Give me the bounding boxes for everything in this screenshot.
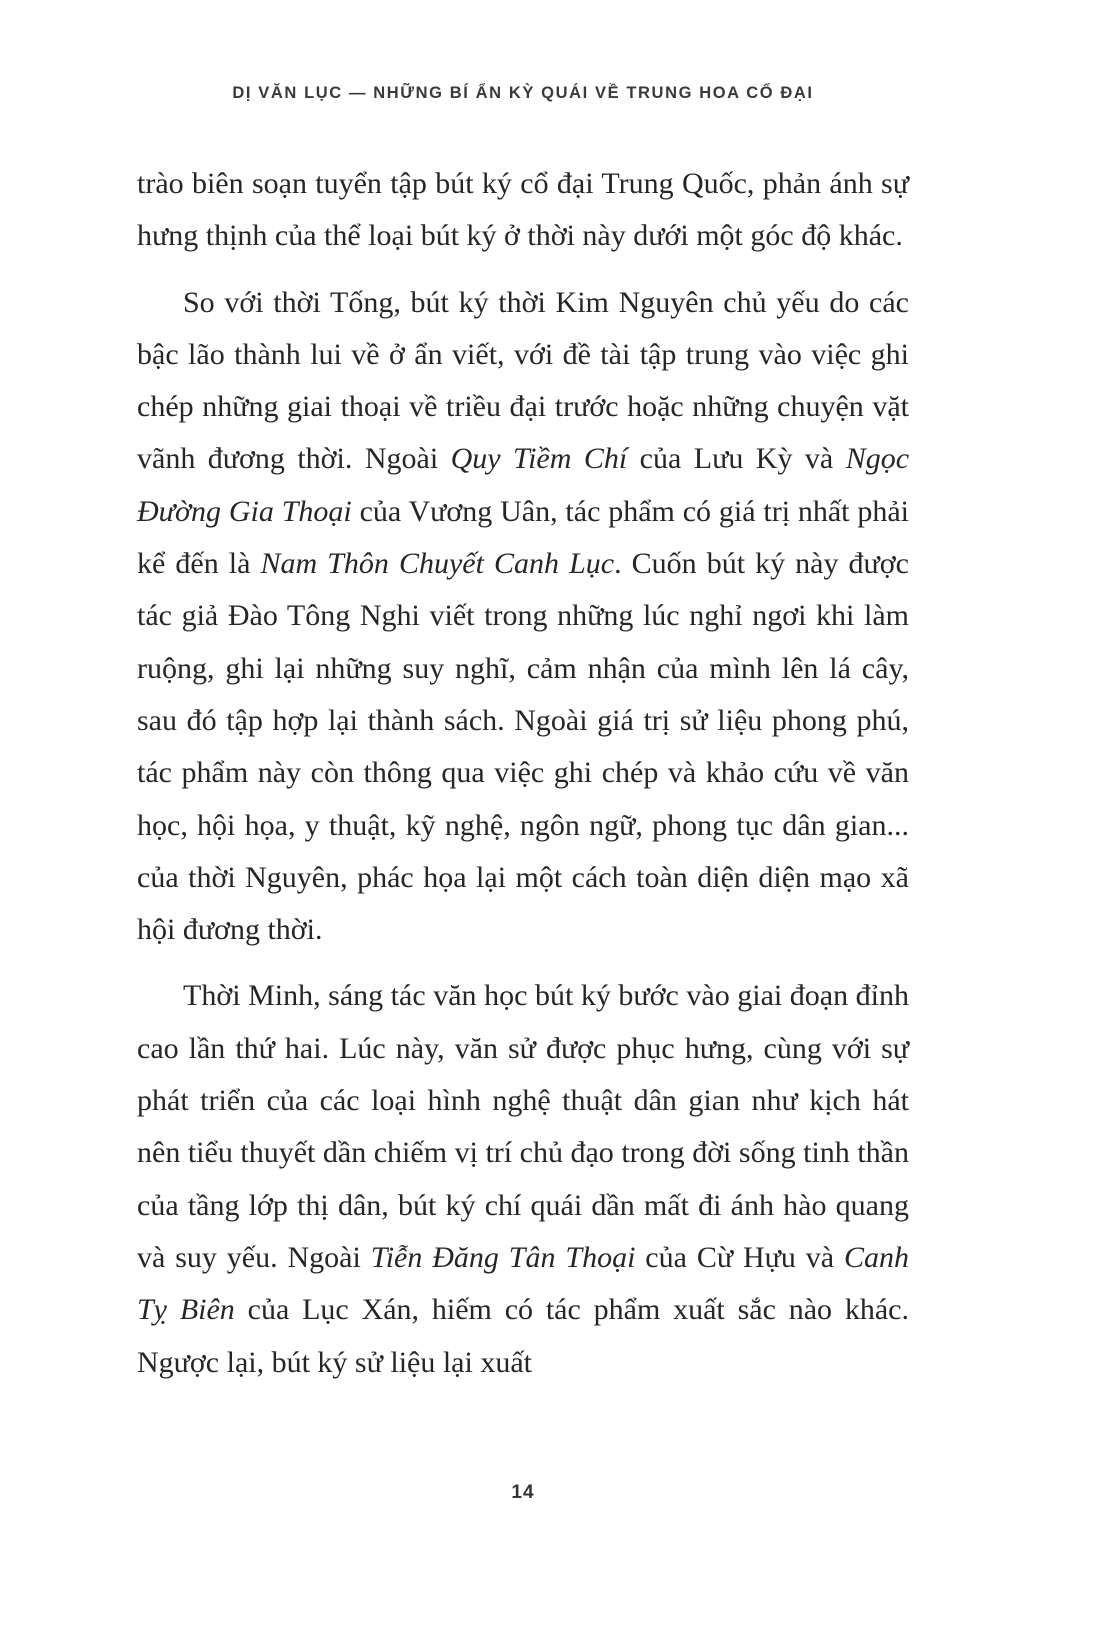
paragraph: trào biên soạn tuyển tập bút ký cổ đại Trung Quốc, phản ánh sự hưng thịnh của thể loại bút ký ở thời này dưới một góc độ khác. xyxy=(137,167,909,253)
body-text xyxy=(137,158,909,1403)
page-number: 14 xyxy=(511,1482,535,1503)
paragraph: Thời Minh, sáng tác văn học bút ký bước vào giai đoạn đỉnh cao lần thứ hai. Lúc này, văn sử được phục hưng, cùng với sự phát triển của các loại hình nghệ thuật dân gian như kịch hát nên tiểu thuyết dần chiếm vị trí chủ đạo trong đời sống tinh thần của tầng lớp thị dân, bút ký chí quái dần mất đi ánh hào quang và suy yếu. Ngoài Tiễn Đăng Tân Thoại của Cừ Hựu và Canh Tỵ Biên của Lục Xán, hiếm có tác phẩm xuất sắc nào khác. Ngược lại, bút ký sử liệu lại xuất xyxy=(137,979,910,1379)
paragraph: So với thời Tống, bút ký thời Kim Nguyên chủ yếu do các bậc lão thành lui về ở ẩn viết, với đề tài tập trung vào việc ghi chép những giai thoại về triều đại trước hoặc những chuyện vặt vãnh đương thời. Ngoài Quy Tiềm Chí của Lưu Kỳ và Ngọc Đường Gia Thoại của Vương Uân, tác phẩm có giá trị nhất phải kể đến là Nam Thôn Chuyết Canh Lục. Cuốn bút ký này được tác giả Đào Tông Nghi viết trong những lúc nghỉ ngơi khi làm ruộng, ghi lại những suy nghĩ, cảm nhận của mình lên lá cây, sau đó tập hợp lại thành sách. Ngoài giá trị sử liệu phong phú, tác phẩm này còn thông qua việc ghi chép và khảo cứu về văn học, hội họa, y thuật, kỹ nghệ, ngôn ngữ, phong tục dân gian... của thời Nguyên, phác họa lại một cách toàn diện diện mạo xã hội đương thời. xyxy=(137,285,910,947)
running-header: DỊ VĂN LỤC — NHỮNG BÍ ẨN KỲ QUÁI VỀ TRUNG HOA CỔ ĐẠI xyxy=(232,84,814,102)
